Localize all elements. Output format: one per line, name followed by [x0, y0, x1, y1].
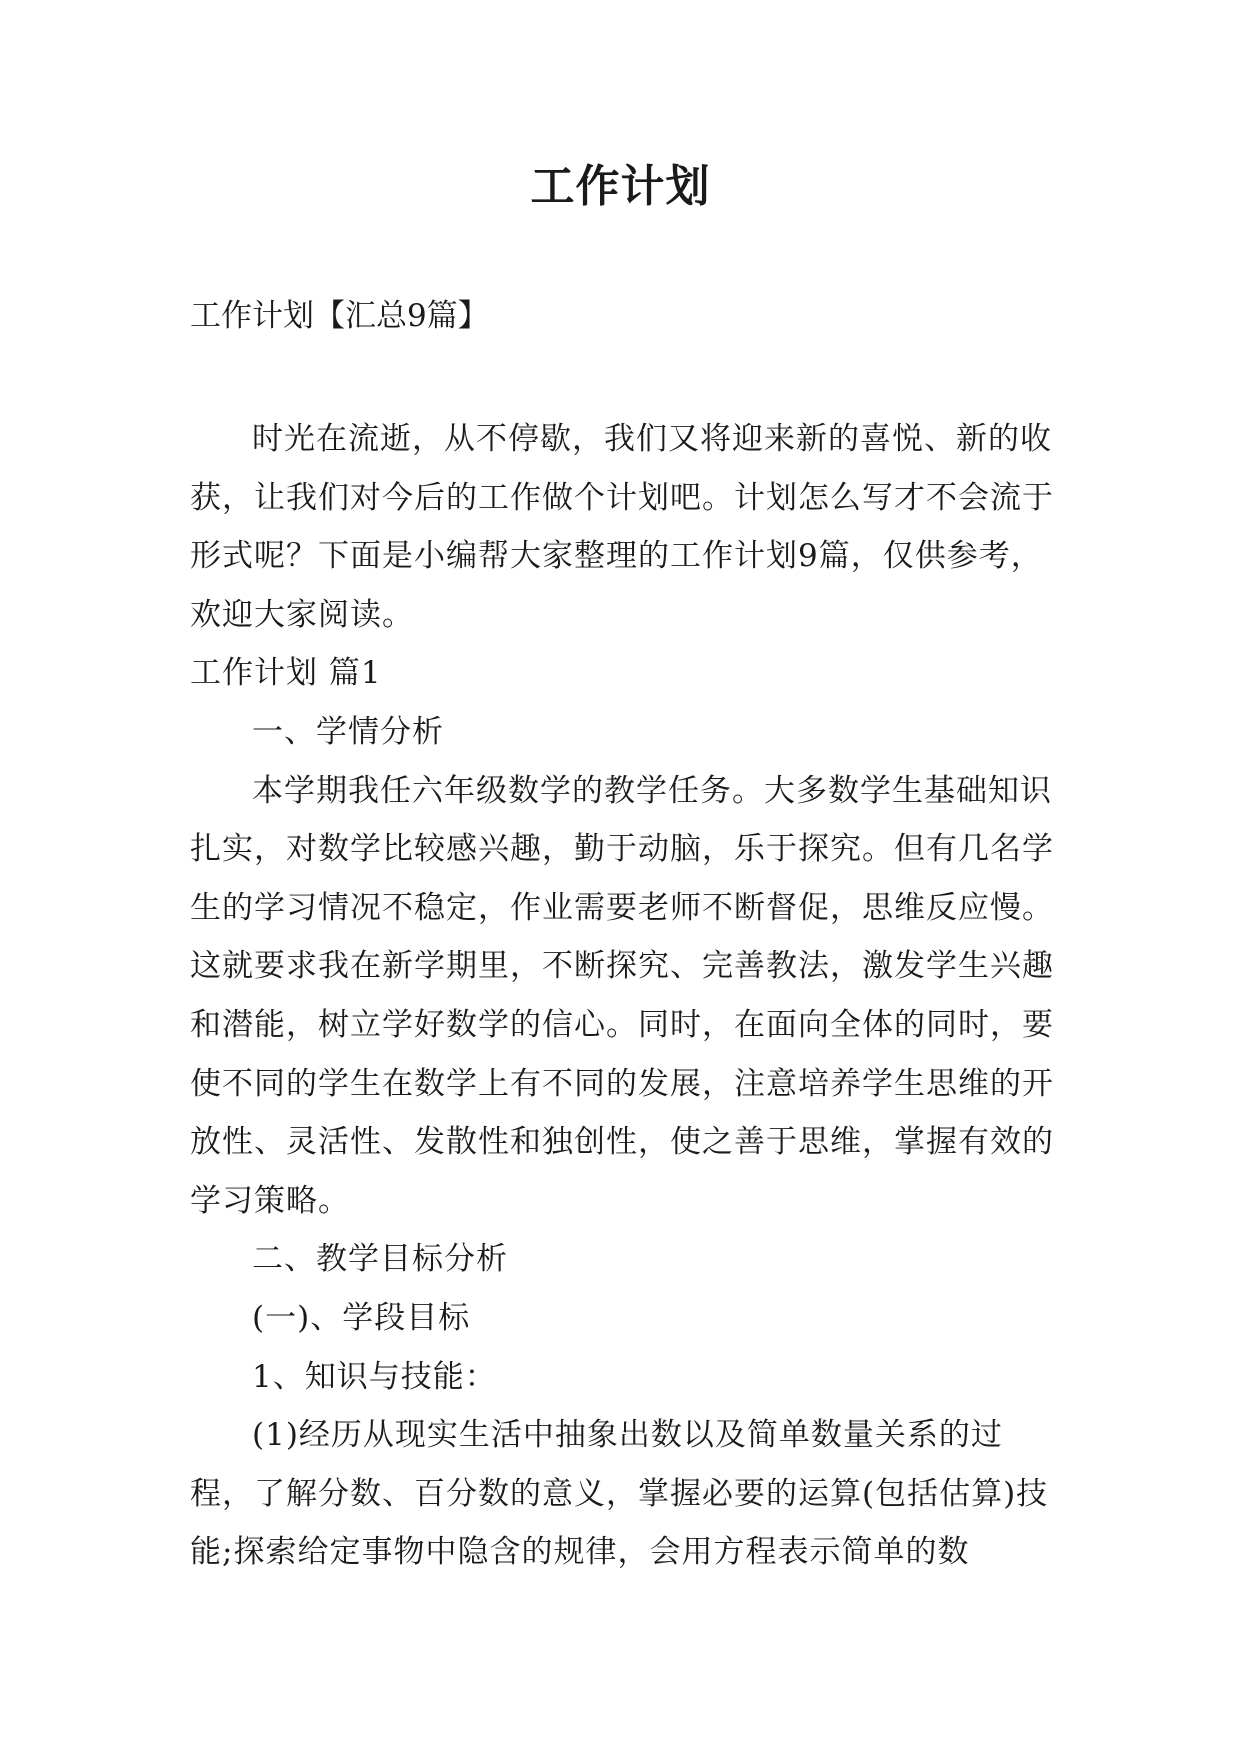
intro-paragraph: 时光在流逝，从不停歇，我们又将迎来新的喜悦、新的收获，让我们对今后的工作做个计划吧。计划怎么写才不会流于形式呢？下面是小编帮大家整理的工作计划9篇，仅供参考，欢迎大家阅读。 [190, 421, 1054, 633]
body-paragraph: 本学期我任六年级数学的教学任务。大多数学生基础知识扎实，对数学比较感兴趣，勤于动脑，乐于探究。但有几名学生的学习情况不稳定，作业需要老师不断督促，思维反应慢。这就要求我在新学期里，不断探究、完善教法，激发学生兴趣和潜能，树立学好数学的信心。同时，在面向全体的同时，要使不同的学生在数学上有不同的发展，注意培养学生思维的开放性、灵活性、发散性和独创性，使之善于思维，掌握有效的学习策略。 [190, 772, 1054, 1219]
section-heading: 工作计划 篇1 [190, 655, 382, 692]
list-heading: 1、知识与技能： [252, 1358, 497, 1395]
page-title: 工作计划 [530, 161, 711, 212]
subsection-heading: (一)、学段目标 [252, 1299, 471, 1336]
document-subtitle: 工作计划【汇总9篇】 [190, 298, 489, 334]
subsection-heading: 二、教学目标分析 [252, 1241, 508, 1278]
subsection-heading: 一、学情分析 [252, 713, 444, 750]
body-paragraph: (1)经历从现实生活中抽象出数以及简单数量关系的过程，了解分数、百分数的意义，掌握必要的运算(包括估算)技能;探索给定事物中隐含的规律，会用方程表示简单的数 [190, 1417, 1049, 1571]
document-body [190, 410, 1058, 1582]
